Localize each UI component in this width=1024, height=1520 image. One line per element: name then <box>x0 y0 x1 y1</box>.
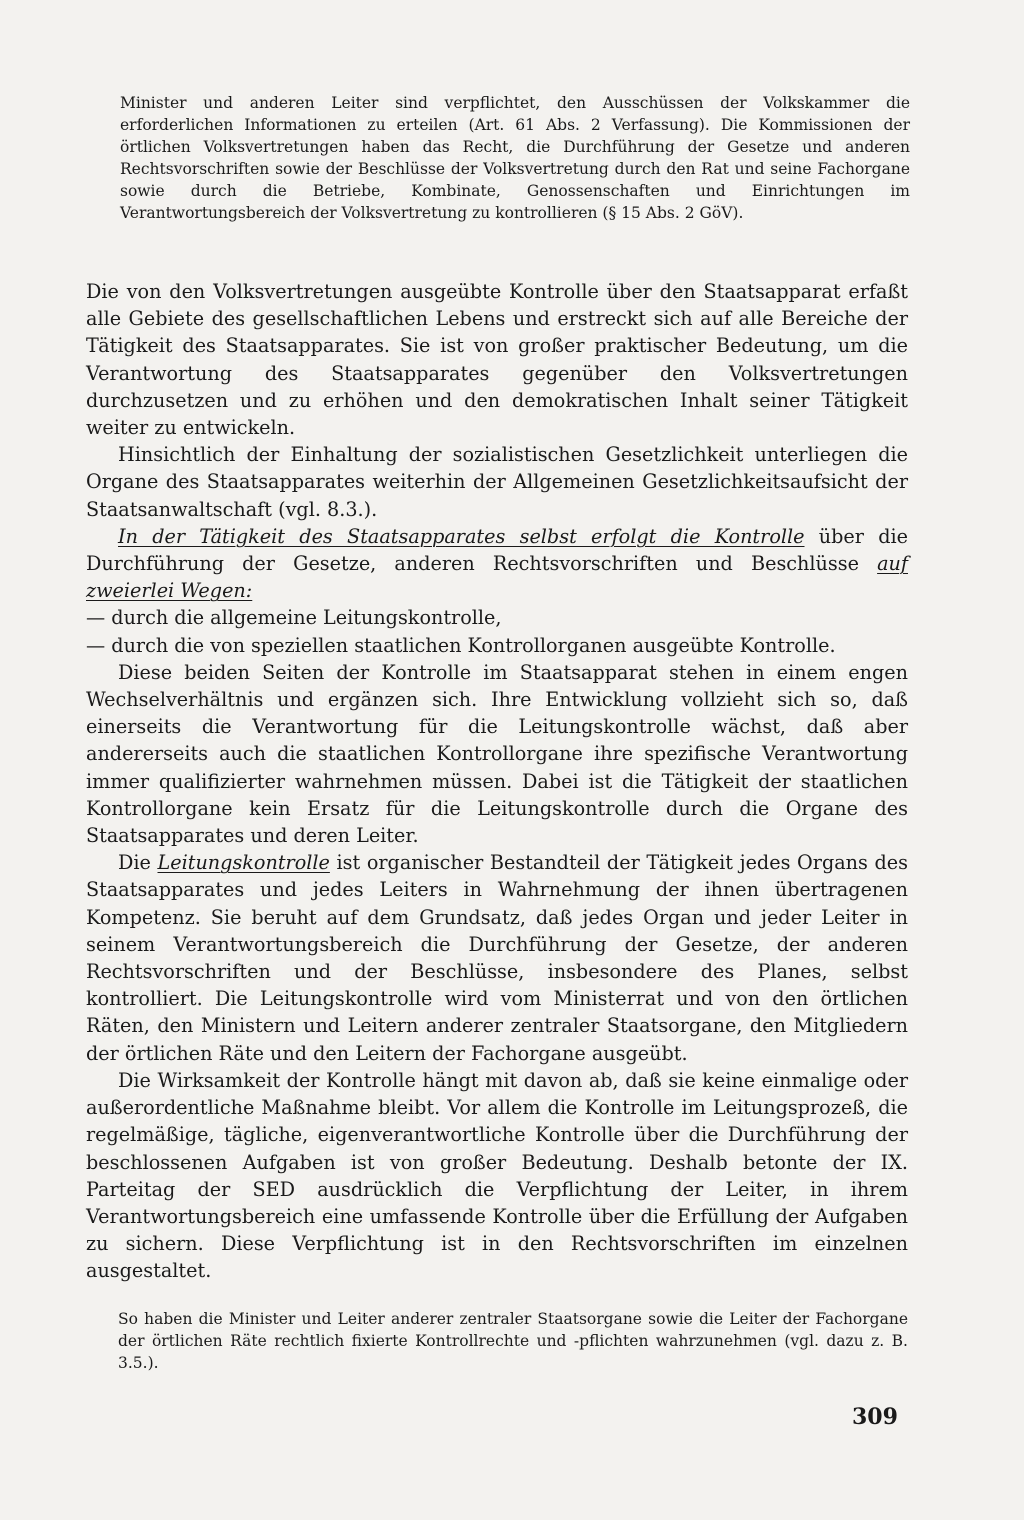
paragraph-3-emphasis-2: auf zweierlei Wegen: <box>86 552 908 603</box>
paragraph-3 <box>86 523 908 605</box>
list-item: — durch die allgemeine Leitungskontrolle, <box>86 606 502 630</box>
paragraph-3-emphasis-1: In der Tätigkeit des Staatsapparates selbst erfolgt die Kontrolle <box>118 524 805 548</box>
note-bottom <box>118 1308 908 1374</box>
paragraph-5-rest: ist organischer Bestandteil der Tätigkeit jedes Organs des Staatsapparates und jedes Leiters in Wahrnehmung der ihnen übertragenen Kompetenz. Sie beruht auf dem Grundsatz, daß jedes Organ und jeder Leiter in seinem Verantwortungsbereich die Durchführung der Gesetze, der anderen Rechtsvorschriften und der Beschlüsse, insbesondere des Planes, selbst kontrolliert. Die Leitungskontrolle wird vom Ministerrat und von den örtlichen Räten, den Ministern und Leitern anderer zentraler Staatsorgane, den Mitgliedern der örtlichen Räte und den Leitern der Fachorgane ausgeübt. <box>86 851 908 1065</box>
note-top-text: Minister und anderen Leiter sind verpflichtet, den Ausschüssen der Volkskammer die erforderlichen Informationen zu erteilen (Art. 61 Abs. 2 Verfassung). Die Kommissionen der örtlichen Volksvertretungen haben das Recht, die Durchführung der Gesetze und anderen Rechtsvorschriften sowie der Beschlüsse der Volksvertretung durch den Rat und seine Fachorgane sowie durch die Betriebe, Kombinate, Genossenschaften und Einrichtungen im Verantwortungsbereich der Volksvertretung zu kontrollieren (§ 15 Abs. 2 GöV). <box>120 94 910 222</box>
paragraph-5-prefix: Die <box>118 851 158 875</box>
list-item: — durch die von speziellen staatlichen Kontrollorganen ausgeübte Kontrolle. <box>86 633 836 657</box>
paragraph-5-emphasis: Leitungskontrolle <box>157 851 330 875</box>
note-top <box>120 92 910 224</box>
note-bottom-text: So haben die Minister und Leiter anderer zentraler Staatsorgane sowie die Leiter der Fachorgane der örtlichen Räte rechtlich fixierte Kontrollrechte und -pflichten wahrzunehmen (vgl. dazu z. B. 3.5.). <box>118 1310 908 1372</box>
main-text <box>86 278 908 1285</box>
paragraph-1: Die von den Volksvertretungen ausgeübte Kontrolle über den Staatsapparat erfaßt alle Gebiete des gesellschaftlichen Lebens und erstreckt sich auf alle Bereiche der Tätigkeit des Staatsapparates. Sie ist von großer praktischer Bedeutung, um die Verantwortung des Staatsapparates gegenüber den Volksvertretungen durchzusetzen und zu erhöhen und den demokratischen Inhalt seiner Tätigkeit weiter zu entwickeln. <box>86 280 908 440</box>
paragraph-5 <box>86 849 908 1067</box>
paragraph-4: Diese beiden Seiten der Kontrolle im Staatsapparat stehen in einem engen Wechselverhältnis und ergänzen sich. Ihre Entwicklung vollzieht sich so, daß einerseits die Verantwortung für die Leitungskontrolle wächst, daß aber andererseits auch die staatlichen Kontrollorgane ihre spezifische Verantwortung immer qualifizierter wahrnehmen müssen. Dabei ist die Tätigkeit der staatlichen Kontrollorgane kein Ersatz für die Leitungskontrolle durch die Organe des Staatsapparates und deren Leiter. <box>86 660 908 848</box>
paragraph-3-middle: über die Durchführung der Gesetze, anderen Rechtsvorschriften und Beschlüsse <box>86 524 909 576</box>
paragraph-2: Hinsichtlich der Einhaltung der sozialistischen Gesetzlichkeit unterliegen die Organe des Staatsapparates weiterhin der Allgemeinen Gesetzlichkeitsaufsicht der Staatsanwaltschaft (vgl. 8.3.). <box>86 443 908 521</box>
paragraph-6: Die Wirksamkeit der Kontrolle hängt mit davon ab, daß sie keine einmalige oder außerordentliche Maßnahme bleibt. Vor allem die Kontrolle im Leitungsprozeß, die regelmäßige, tägliche, eigenverantwortliche Kontrolle über die Durchführung der beschlossenen Aufgaben ist von großer Bedeutung. Deshalb betonte der IX. Parteitag der SED ausdrücklich die Verpflichtung der Leiter, in ihrem Verantwortungsbereich eine umfassende Kontrolle über die Erfüllung der Aufgaben zu sichern. Diese Verpflichtung ist in den Rechtsvorschriften im einzelnen ausgestaltet. <box>86 1068 908 1283</box>
page-number: 309 <box>852 1404 898 1430</box>
